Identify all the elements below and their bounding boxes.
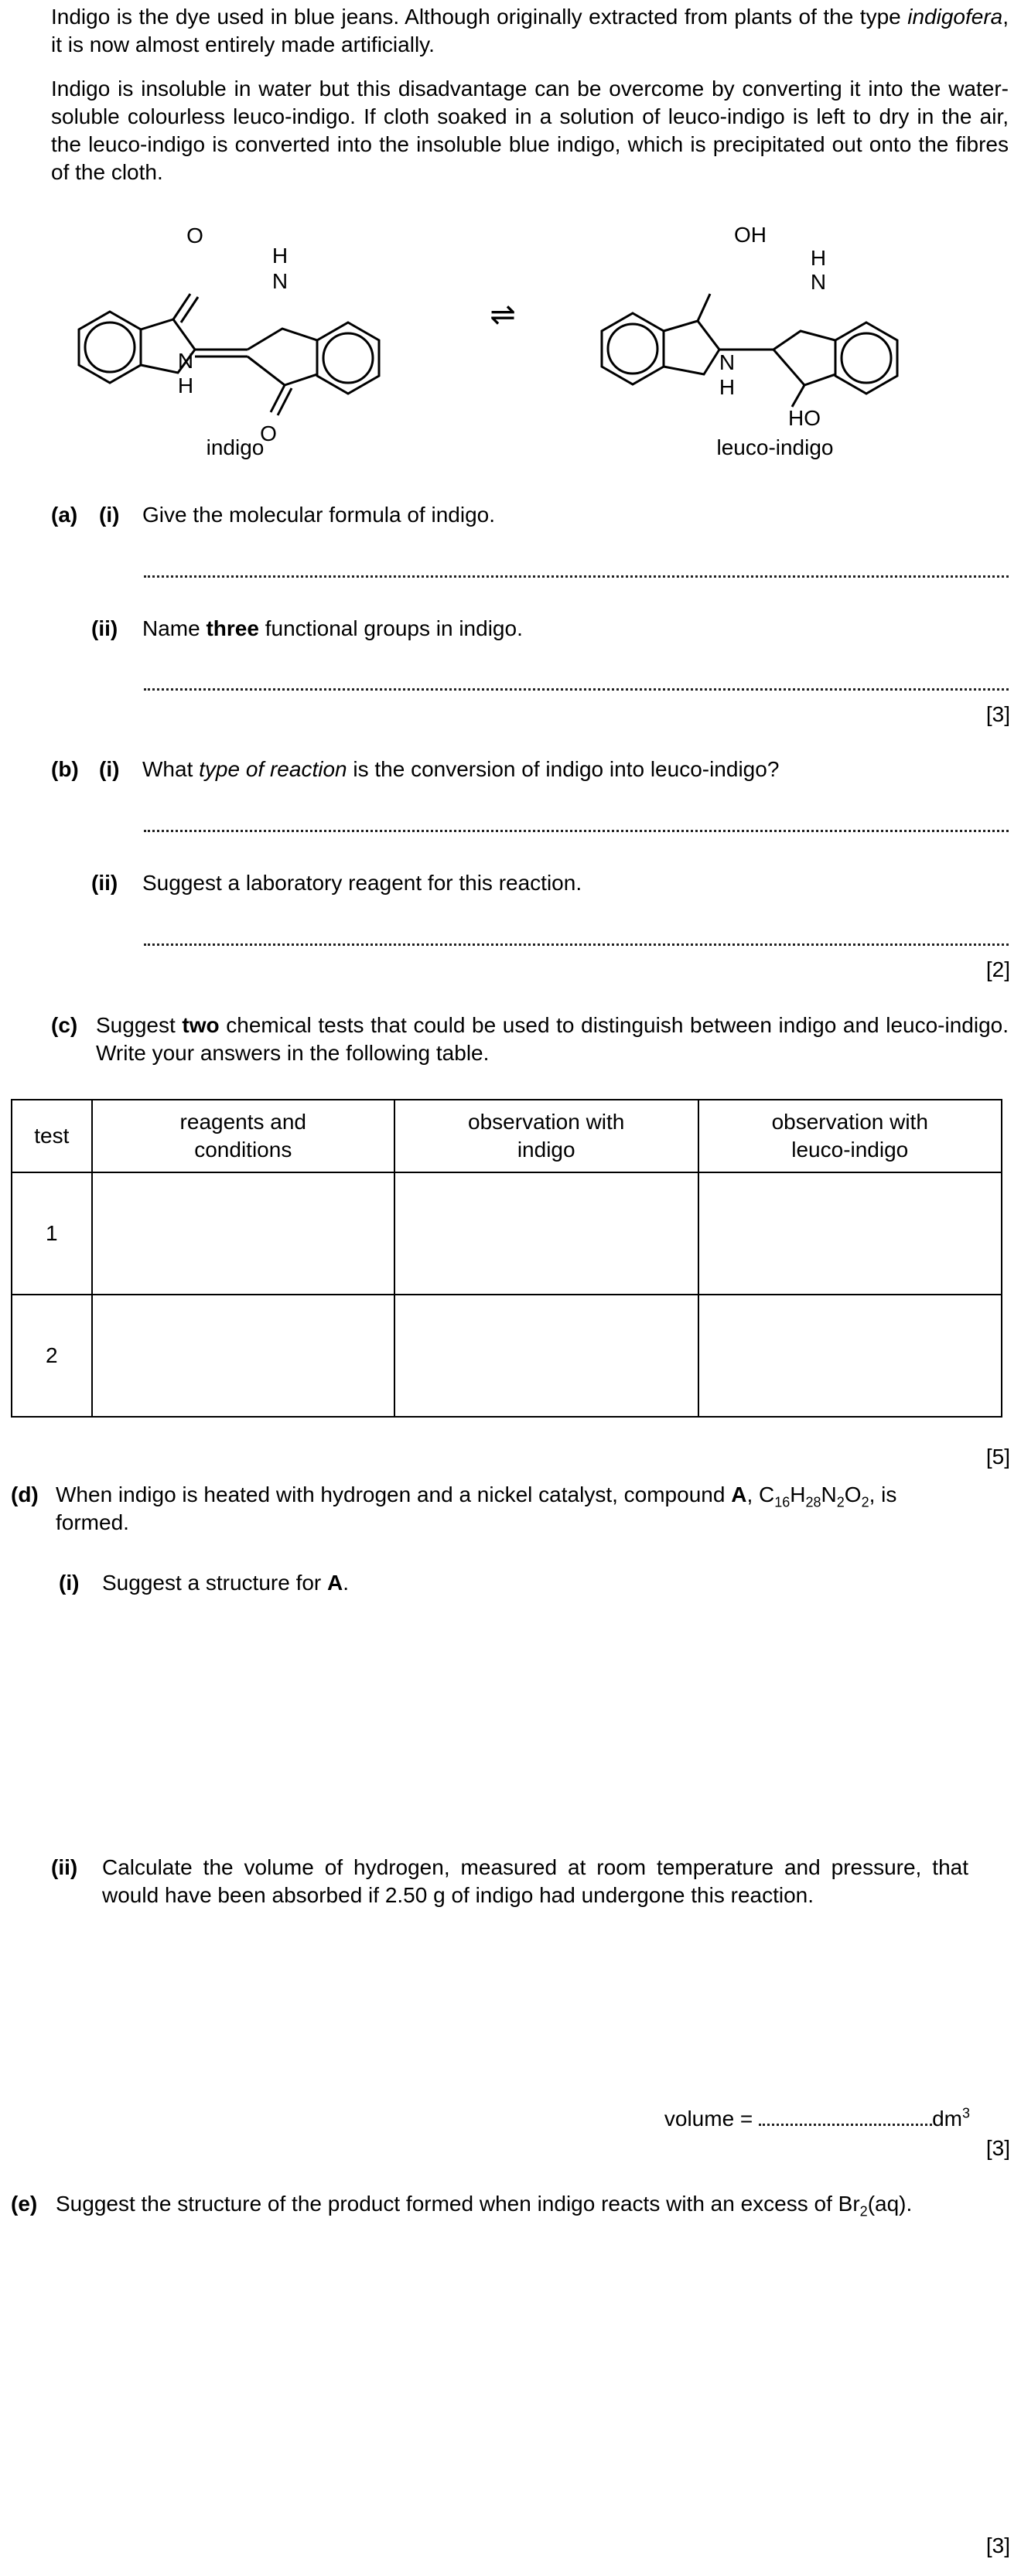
part-d-i-question: Suggest a structure for A. [102,1571,350,1595]
structures-figure [0,217,1021,479]
part-a-ii-label: (ii) [91,616,118,640]
intro-paragraph-2: Indigo is insoluble in water but this disadvantage can be overcome by converting it into the water-soluble colourless leuco-indigo. If cloth soaked in a solution of leuco-indigo is left to dry in the air, the leuco-indigo is converted into the insoluble blue indigo, which is precipitated out onto the fibres of the cloth. [51,77,1009,184]
part-e-marks: [3] [985,2533,1010,2557]
answer-space-d-ii[interactable] [102,1918,1009,2103]
part-b-ii-question: Suggest a laboratory reagent for this reaction. [142,871,582,895]
row-1-reagents-cell[interactable] [92,1172,394,1295]
part-e-label: (e) [11,2192,38,2216]
part-c-question [96,1012,1009,1067]
part-a-ii-text-a: Name [142,616,200,640]
volume-unit: dm [932,2107,962,2131]
part-d-compound: A [731,1482,747,1506]
answer-line-a-ii[interactable] [144,688,1009,691]
part-b-marks: [2] [985,957,1010,981]
intro-p1-italic: indigofera [907,5,1003,29]
part-d-ii-question: Calculate the volume of hydrogen, measured at room temperature and pressure, that would have been absorbed if 2.50 g of indigo had undergone this reaction. [102,1855,968,1907]
header-obs-leuco: observation with leuco-indigo [698,1100,1002,1172]
part-d-formula: $C_{16}H_{28}N_2O_2$ [759,1482,869,1510]
part-c-label: (c) [51,1013,78,1037]
part-a-i-question: Give the molecular formula of indigo. [142,503,495,527]
part-d-text-a: When indigo is heated with hydrogen and a nickel catalyst, compound [56,1482,726,1506]
indigo-o-top: O [186,223,203,247]
answer-space-e[interactable] [56,2235,1009,2513]
volume-answer-line [664,2105,970,2133]
part-c-text-b: chemical tests that could be used to distinguish between indigo and leuco-indigo. Write your answers in the following table. [96,1013,1009,1065]
header-reagents: reagents and conditions [92,1100,394,1172]
row-1-number: 1 [12,1172,92,1295]
indigo-n-bottom: N [177,349,194,373]
row-2-leuco-cell[interactable] [698,1295,1002,1417]
part-b-label: (b) [51,757,79,781]
indigo-o-bottom: O [260,421,277,445]
table-header-row [12,1100,1002,1172]
row-2-reagents-cell[interactable] [92,1295,394,1417]
leuco-ho: HO [788,406,821,430]
part-b-i-text-b: is the conversion of indigo into leuco-indigo? [353,757,780,781]
answer-space-d-i[interactable] [102,1609,1009,1841]
part-d-i-label: (i) [59,1571,80,1595]
part-b-i-text-a: What [142,757,193,781]
table-row [12,1172,1002,1295]
intro-p1-b: , it is now almost entirely made artificially. [51,5,1009,56]
intro-paragraph-1 [51,3,1009,59]
leuco-n-bottom: N [719,350,736,374]
part-d-text-b: , is formed. [56,1482,897,1534]
part-b-ii-label: (ii) [91,871,118,895]
leuco-h-bottom: H [719,375,736,399]
leuco-n-top: N [810,270,827,294]
part-c-marks: [5] [985,1445,1010,1469]
part-a-i-label: (i) [99,503,120,527]
part-a-ii-text-b: functional groups in indigo. [265,616,523,640]
part-d-question: When indigo is heated with hydrogen and a nickel catalyst, compound A, $C_{16}H_{28}N_2O_2$, is formed. [56,1482,897,1534]
answer-line-a-i[interactable] [144,575,1009,578]
leuco-h-top: H [810,246,827,270]
part-d-i-compound: A [327,1571,343,1595]
indigo-label: indigo [206,435,265,459]
part-a-marks: [3] [985,702,1010,726]
part-c-text-a: Suggest [96,1013,176,1037]
header-obs-indigo: observation with indigo [394,1100,698,1172]
part-a-ii-question [142,615,523,643]
leuco-label: leuco-indigo [716,435,834,459]
part-d-label: (d) [11,1482,39,1506]
part-a-label: (a) [51,503,78,527]
part-e-question [56,2190,912,2218]
row-1-indigo-cell[interactable] [394,1172,698,1295]
volume-input-dots[interactable] [759,2107,932,2126]
part-e-sub: 2 [859,2203,868,2219]
answer-line-b-i[interactable] [144,830,1009,832]
part-b-i-italic: type of reaction [199,757,347,781]
part-a-ii-bold: three [206,616,259,640]
part-b-i-label: (i) [99,757,120,781]
volume-unit-sup: 3 [961,2105,970,2121]
indigo-n-top: N [271,269,289,293]
part-d-ii-label: (ii) [51,1855,78,1879]
part-c-bold: two [182,1013,220,1037]
chemical-tests-table [11,1099,1002,1418]
part-e-text: Suggest the structure of the product formed when indigo reacts with an excess of Br [56,2192,860,2216]
header-test: test [12,1100,92,1172]
indigo-h-bottom: H [177,374,194,397]
table-row [12,1295,1002,1417]
volume-label: volume = [664,2107,753,2131]
answer-line-b-ii[interactable] [144,943,1009,946]
part-d-marks: [3] [985,2136,1010,2160]
equilibrium-arrow: ⇌ [490,298,516,332]
part-d-i-text: Suggest a structure for [102,1571,322,1595]
leuco-oh: OH [734,223,767,247]
intro-p1-a: Indigo is the dye used in blue jeans. Although originally extracted from plants of the type [51,5,901,29]
row-1-leuco-cell[interactable] [698,1172,1002,1295]
part-b-i-question [142,756,779,783]
part-e-text-end: (aq). [867,2192,913,2216]
row-2-number: 2 [12,1295,92,1417]
indigo-h-top: H [271,244,289,268]
row-2-indigo-cell[interactable] [394,1295,698,1417]
